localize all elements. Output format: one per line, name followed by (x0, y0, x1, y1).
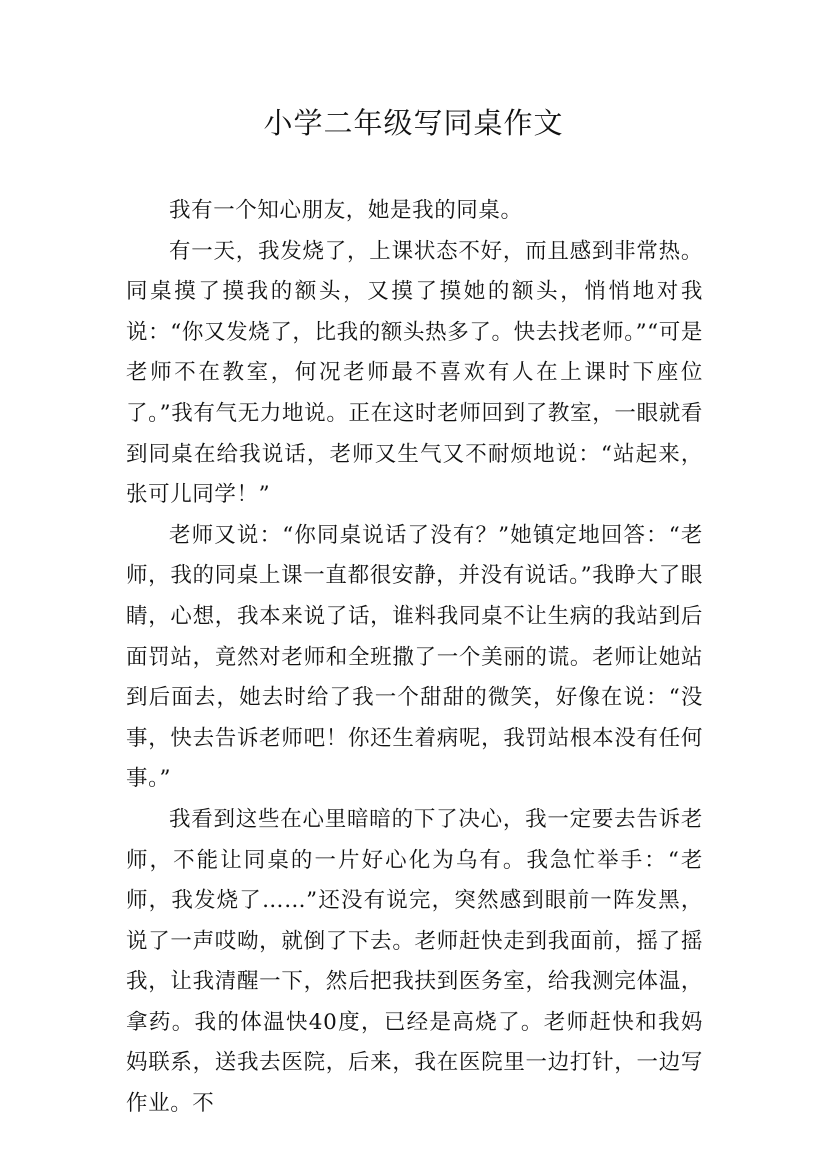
paragraph: 有一天，我发烧了，上课状态不好，而且感到非常热。同桌摸了摸我的额头，又摸了摸她的额头，悄悄地对我说：“你又发烧了，比我的额头热多了。快去找老师。”“可是老师不在教室，何况老师最不喜欢有人在上课时下座位了。”我有气无力地说。正在这时老师回到了教室，一眼就看到同桌在给我说话，老师又生气又不耐烦地说：“站起来，张可儿同学！” (126, 238, 703, 508)
paragraph: 老师又说：“你同桌说话了没有？”她镇定地回答：“老师，我的同桌上课一直都很安静，并没有说话。”我睁大了眼睛，心想，我本来说了话，谁料我同桌不让生病的我站到后面罚站，竟然对老师和全班撒了一个美丽的谎。老师让她站到后面去，她去时给了我一个甜甜的微笑，好像在说：“没事，快去告诉老师吧！你还生着病呢，我罚站根本没有任何事。” (126, 522, 703, 792)
document-body (126, 191, 703, 1125)
paragraph: 我有一个知心朋友，她是我的同桌。 (169, 198, 523, 223)
document-title: 小学二年级写同桌作文 (263, 106, 564, 140)
paragraph: 我看到这些在心里暗暗的下了决心，我一定要去告诉老师，不能让同桌的一片好心化为乌有。我急忙举手：“老师，我发烧了……”还没有说完，突然感到眼前一阵发黑，说了一声哎呦，就倒了下去。老师赶快走到我面前，摇了摇我，让我清醒一下，然后把我扶到医务室，给我测完体温，拿药。我的体温快40度，已经是高烧了。老师赶快和我妈妈联系，送我去医院，后来，我在医院里一边打针，一边写作业。不 (126, 806, 703, 1117)
